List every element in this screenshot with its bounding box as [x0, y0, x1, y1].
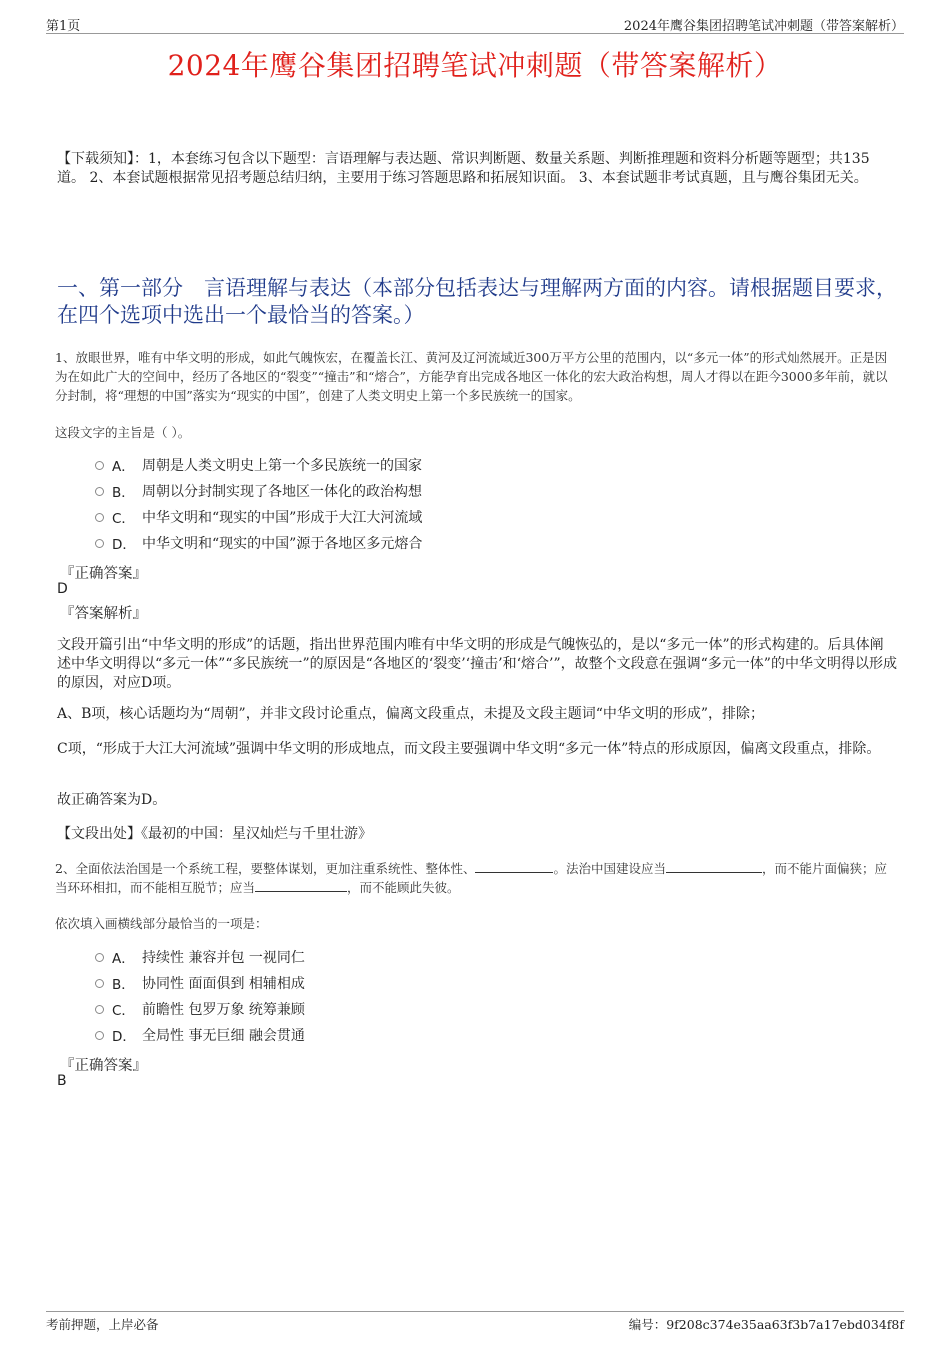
- analysis-paragraph: C项，“形成于大江大河流域”强调中华文明的形成地点，而文段主要强调中华文明“多元一体”特点的形成原因，偏离文段重点，排除。: [57, 741, 881, 757]
- question-1-text: 1、放眼世界，唯有中华文明的形成，如此气魄恢宏，在覆盖长江、黄河及辽河流域近300万平方公里的范围内，以“多元一体”的形式灿然展开。正是因为在如此广大的空间中，经历了各地区的“裂变”“撞击”和“熔合”，方能孕育出完成各地区一体化的宏大政治构想，周人才得以在距今3000多年前，就以分封制，将“理想的中国”落实为“现实的中国”，创建了人类文明史上第一个多民族统一的国家。: [55, 350, 888, 403]
- question-1-options: [95, 452, 422, 556]
- section-title: 一、第一部分 言语理解与表达（本部分包括表达与理解两方面的内容。请根据题目要求，在四个选项中选出一个最恰当的答案。）: [57, 276, 897, 327]
- footer-slogan: 考前押题，上岸必备: [46, 1317, 159, 1332]
- option-a[interactable]: A． 持续性 兼容并包 一视同仁: [95, 944, 305, 970]
- option-text: 中华文明和“现实的中国”形成于大江大河流域: [142, 510, 423, 526]
- radio-icon[interactable]: [95, 1031, 104, 1040]
- answer-label: 『正确答案』: [60, 566, 147, 582]
- answer-value: D: [57, 581, 68, 597]
- fill-blank: [666, 859, 762, 873]
- option-text: 前瞻性 包罗万象 统筹兼顾: [142, 1002, 305, 1018]
- option-c[interactable]: C． 中华文明和“现实的中国”形成于大江大河流域: [95, 504, 422, 530]
- analysis-paragraph: A、B项，核心话题均为“周朝”，并非文段讨论重点，偏离文段重点，未提及文段主题词“中华文明的形成”，排除；: [57, 706, 765, 722]
- answer-value: B: [57, 1073, 67, 1089]
- document-title: 2024年鹰谷集团招聘笔试冲刺题（带答案解析）: [167, 49, 783, 82]
- option-text: 周朝以分封制实现了各地区一体化的政治构想: [142, 484, 422, 500]
- fill-blank: [475, 859, 553, 873]
- fill-blank: [255, 878, 347, 892]
- page-number: 第1页: [46, 19, 81, 34]
- analysis-paragraph: 故正确答案为D。: [57, 792, 167, 808]
- option-c[interactable]: C． 前瞻性 包罗万象 统筹兼顾: [95, 996, 305, 1022]
- radio-icon[interactable]: [95, 1005, 104, 1014]
- radio-icon[interactable]: [95, 953, 104, 962]
- option-a[interactable]: A． 周朝是人类文明史上第一个多民族统一的国家: [95, 452, 422, 478]
- radio-icon[interactable]: [95, 979, 104, 988]
- option-text: 全局性 事无巨细 融会贯通: [142, 1028, 305, 1044]
- question-2-options: [95, 944, 305, 1048]
- option-d[interactable]: D． 全局性 事无巨细 融会贯通: [95, 1022, 305, 1048]
- option-b[interactable]: B． 周朝以分封制实现了各地区一体化的政治构想: [95, 478, 422, 504]
- option-d[interactable]: D． 中华文明和“现实的中国”源于各地区多元熔合: [95, 530, 422, 556]
- header-doc-title: 2024年鹰谷集团招聘笔试冲刺题（带答案解析）: [623, 19, 904, 34]
- option-text: 周朝是人类文明史上第一个多民族统一的国家: [142, 458, 422, 474]
- option-b[interactable]: B． 协同性 面面俱到 相辅相成: [95, 970, 305, 996]
- analysis-label: 『答案解析』: [60, 606, 147, 622]
- radio-icon[interactable]: [95, 513, 104, 522]
- page-header: [46, 15, 904, 34]
- radio-icon[interactable]: [95, 539, 104, 548]
- download-notice: 【下载须知】：1，本套练习包含以下题型：言语理解与表达题、常识判断题、数量关系题、判断推理题和资料分析题等题型；共135道。 2、本套试题根据常见招考题总结归纳，主要用于练习答题思路和拓展知识面。 3、本套试题非考试真题，且与鹰谷集团无关。: [57, 151, 870, 186]
- radio-icon[interactable]: [95, 487, 104, 496]
- radio-icon[interactable]: [95, 461, 104, 470]
- footer-doc-id: 编号：9f208c374e35aa63f3b7a17ebd034f8f: [628, 1317, 904, 1332]
- page-footer: [46, 1311, 904, 1332]
- option-text: 协同性 面面俱到 相辅相成: [142, 976, 305, 992]
- option-text: 持续性 兼容并包 一视同仁: [142, 950, 305, 966]
- question-1-stem: 这段文字的主旨是（ ）。: [55, 425, 191, 440]
- question-2-stem: 依次填入画横线部分最恰当的一项是：: [55, 916, 268, 931]
- source-reference: 【文段出处】《最初的中国：星汉灿烂与千里壮游》: [57, 826, 372, 842]
- answer-label: 『正确答案』: [60, 1058, 147, 1074]
- option-text: 中华文明和“现实的中国”源于各地区多元熔合: [142, 536, 423, 552]
- question-2-text: 2、全面依法治国是一个系统工程，要整体谋划，更加注重系统性、整体性、 。法治中国建设应当 ，而不能片面偏狭；应当环环相扣，而不能相互脱节；应当 ，而不能顾此失彼。: [55, 861, 887, 895]
- analysis-paragraph: 文段开篇引出“中华文明的形成”的话题，指出世界范围内唯有中华文明的形成是气魄恢弘的，是以“多元一体”的形式构建的。后具体阐述中华文明得以“多元一体”“多民族统一”的原因是“各地区的‘裂变’‘撞击’和‘熔合’”，故整个文段意在强调“多元一体”的中华文明得以形成的原因，对应D项。: [57, 637, 897, 691]
